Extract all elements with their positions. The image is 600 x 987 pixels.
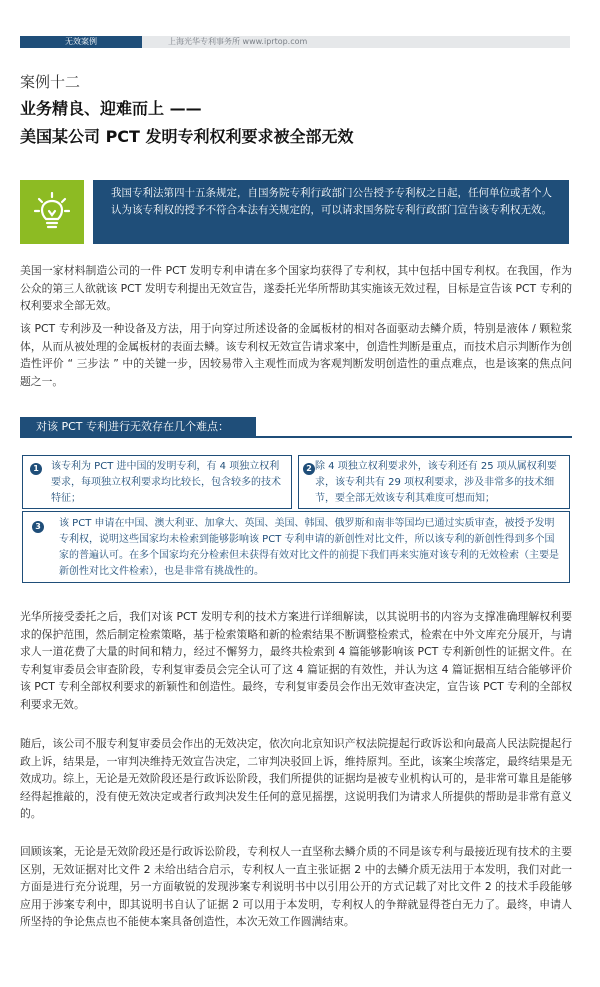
paragraph-review: 回顾该案，无论是无效阶段还是行政诉讼阶段，专利权人一直坚称去鳞介质的不同是该专利与最接近现有技术的主要区别，无效证据对比文件 2 未给出结合启示，专利权人一直主张证据 2 中的去鳞介质无法用于本发明，我们对此一方面是进行充分说理，另一方面敏锐的发现涉案专利说明书中以引用公开的方式记载了对比文件 2 的技术手段能够应用于涉案专利中，即其说明书自认了证据 2 可以用于本发明，专利权人的争辩就显得苍白无力了。最终，申请人所坚持的争论焦点也不能使本案具备创造性，本次无效工作圆满结束。 (20, 845, 572, 928)
section-tag: 无效案例 (20, 36, 142, 48)
difficulty-text: 除 4 项独立权利要求外，该专利还有 25 项从属权利要求，该专利共有 29 项权利要求，涉及非常多的技术细节，要全部无效该专利其难度可想而知； (315, 461, 557, 504)
lightbulb-icon (34, 192, 70, 232)
difficulty-card-3 (22, 511, 570, 583)
site-text: 上海光华专利事务所 www.iprtop.com (168, 37, 308, 46)
number-badge: 3 (32, 521, 44, 533)
case-title-line2: 美国某公司 PCT 发明专利权利要求被全部无效 (20, 127, 354, 146)
case-title-line1: 业务精良、迎难而上 —— (20, 99, 202, 118)
difficulty-card-1 (22, 455, 292, 509)
law-icon-box (20, 180, 84, 244)
difficulty-text: 该专利为 PCT 进中国的发明专利，有 4 项独立权利要求，每项独立权利要求均比较长，包含较多的技术特征； (51, 461, 281, 504)
difficulties-header: 对该 PCT 专利进行无效存在几个难点： (20, 417, 256, 437)
paragraph-background: 美国一家材料制造公司的一件 PCT 发明专利申请在多个国家均获得了专利权，其中包括中国专利权。在我国，作为公众的第三人欲就该 PCT 发明专利提出无效宣告，遂委托光华所帮助其实施该无效过程，目标是宣告该 PCT 专利的权利要求全部无效。 (20, 264, 572, 312)
law-citation-box: 我国专利法第四十五条规定，自国务院专利行政部门公告授予专利权之日起，任何单位或者个人认为该专利权的授予不符合本法有关规定的，可以请求国务院专利行政部门宣告该专利权无效。 (93, 180, 569, 244)
difficulty-card-2 (298, 455, 570, 509)
difficulty-text: 该 PCT 申请在中国、澳大利亚、加拿大、英国、美国、韩国、俄罗斯和南非等国均已通过实质审查，被授予发明专利权，说明这些国家均未检索到能够影响该 PCT 专利申请的新创性对比文件，所以该专利的新创性得到多个国家的普遍认可。在多个国家均充分检索但未获得有效对比文件的前提下我们再来实施对该专利的无效检索（主要是新创性对比文件检索），也是非常有挑战性的。 (59, 518, 559, 577)
number-badge: 1 (30, 463, 42, 475)
difficulties-divider (20, 436, 572, 438)
paragraph-patent-summary: 该 PCT 专利涉及一种设备及方法，用于向穿过所述设备的金属板材的相对各面驱动去鳞介质，特别是液体 / 颗粒浆体，从而从被处理的金属板材的表面去鳞。该专利权无效宣告请求案中，创造性判断是重点，而技术启示判断作为创造性评价 “ 三步法 ” 中的关键一步，因较易带入主观性而成为客观判断发明创造性的重点难点，也是该案的焦点问题之一。 (20, 322, 572, 388)
case-label: 案例十二 (20, 73, 81, 91)
number-badge: 2 (303, 463, 315, 475)
paragraph-search-process: 光华所接受委托之后，我们对该 PCT 发明专利的技术方案进行详细解读，以其说明书的内容为支撑准确理解权利要求的保护范围，然后制定检索策略，基于检索策略和新的检索结果不断调整检索式，检索在中外文库充分展开，与请求人一道花费了大量的时间和精力，经过不懈努力，最终共检索到 4 篇能够影响该 PCT 专利新创性的证据文件。在专利复审委员会审查阶段，专利复审委员会完全认可了这 4 篇证据的有效性，并认为这 4 篇证据相互结合能够评价该 PCT 专利全部权利要求的新颖性和创造性。最终，专利复审委员会作出无效审查决定，宣告该 PCT 专利的全部权利要求无效。 (20, 610, 572, 711)
paragraph-litigation: 随后，该公司不服专利复审委员会作出的无效决定，依次向北京知识产权法院提起行政诉讼和向最高人民法院提起行政上诉，结果是，一审判决维持无效宣告决定，二审判决驳回上诉，维持原判。至此，该案尘埃落定，最终结果是无效成功。综上，无论是无效阶段还是行政诉讼阶段，我们所提供的证据均是被专业机构认可的，是非常可靠且是能够经得起推敲的，没有使无效决定或者行政判决发生任何的意见摇摆，这说明我们为请求人所提供的帮助是非常有意义的。 (20, 737, 572, 820)
